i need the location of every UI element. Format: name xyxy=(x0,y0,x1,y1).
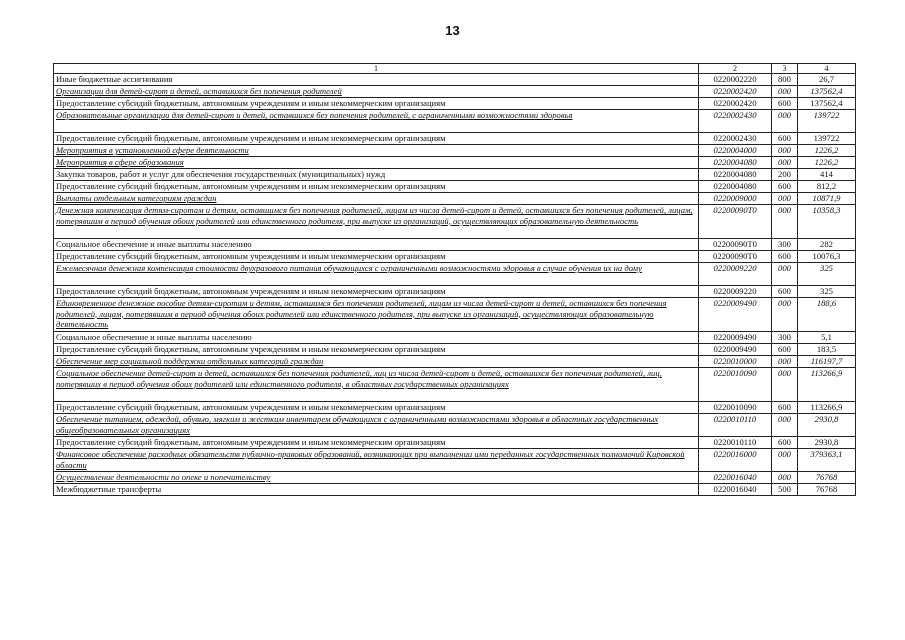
row-amount-cell: 26,7 xyxy=(798,74,856,86)
row-type-cell: 000 xyxy=(772,356,798,368)
row-code-cell: 0220016000 xyxy=(699,449,772,472)
row-amount-cell: 139722 xyxy=(798,110,856,133)
row-code-cell: 0220002420 xyxy=(699,98,772,110)
row-type-cell: 800 xyxy=(772,74,798,86)
table-row xyxy=(54,98,856,110)
row-code-cell: 0220009490 xyxy=(699,344,772,356)
row-amount-cell: 2930,8 xyxy=(798,437,856,449)
row-amount-cell: 76768 xyxy=(798,472,856,484)
budget-table xyxy=(53,63,856,496)
row-type-cell: 500 xyxy=(772,484,798,496)
row-code-cell: 0220009220 xyxy=(699,286,772,298)
row-name-cell: Социальное обеспечение и иные выплаты населению xyxy=(54,239,699,251)
row-amount-cell: 188,6 xyxy=(798,298,856,332)
table-row xyxy=(54,86,856,98)
row-amount-cell: 325 xyxy=(798,263,856,286)
row-name-cell: Предоставление субсидий бюджетным, автономным учреждениям и иным некоммерческим организациям xyxy=(54,133,699,145)
row-amount-cell: 379363,1 xyxy=(798,449,856,472)
row-type-cell: 600 xyxy=(772,251,798,263)
row-amount-cell: 139722 xyxy=(798,133,856,145)
row-type-cell: 000 xyxy=(772,193,798,205)
row-amount-cell: 137562,4 xyxy=(798,86,856,98)
table-row xyxy=(54,356,856,368)
row-amount-cell: 76768 xyxy=(798,484,856,496)
row-type-cell: 000 xyxy=(772,298,798,332)
table-row xyxy=(54,193,856,205)
table-row xyxy=(54,368,856,402)
row-amount-cell: 113266,9 xyxy=(798,368,856,402)
row-name-cell: Мероприятия в установленной сфере деятельности xyxy=(54,145,699,157)
table-row xyxy=(54,169,856,181)
header-col-2: 2 xyxy=(699,64,772,74)
table-row xyxy=(54,402,856,414)
row-name-cell: Мероприятия в сфере образования xyxy=(54,157,699,169)
row-code-cell: 0220002430 xyxy=(699,133,772,145)
row-amount-cell: 10871,9 xyxy=(798,193,856,205)
table-row xyxy=(54,205,856,239)
row-type-cell: 300 xyxy=(772,332,798,344)
row-amount-cell: 113266,9 xyxy=(798,402,856,414)
row-amount-cell: 10358,3 xyxy=(798,205,856,239)
row-code-cell: 02200090Т0 xyxy=(699,239,772,251)
table-row xyxy=(54,263,856,286)
row-code-cell: 0220004080 xyxy=(699,169,772,181)
row-name-cell: Выплаты отдельным категориям граждан xyxy=(54,193,699,205)
header-col-3: 3 xyxy=(772,64,798,74)
header-col-1: 1 xyxy=(54,64,699,74)
row-code-cell: 0220009220 xyxy=(699,263,772,286)
row-code-cell: 0220004000 xyxy=(699,145,772,157)
row-amount-cell: 10076,3 xyxy=(798,251,856,263)
table-row xyxy=(54,472,856,484)
table-row xyxy=(54,332,856,344)
row-type-cell: 000 xyxy=(772,263,798,286)
row-amount-cell: 2930,8 xyxy=(798,414,856,437)
row-name-cell: Осуществление деятельности по опеке и попечительству xyxy=(54,472,699,484)
row-name-cell: Социальное обеспечение и иные выплаты населению xyxy=(54,332,699,344)
row-name-cell: Обеспечение питанием, одеждой, обувью, мягким и жестким инвентарем обучающихся с ограниченными возможностями здоровья в областных государственных общеобразовательных организациях xyxy=(54,414,699,437)
row-name-cell: Образовательные организации для детей-сирот и детей, оставшихся без попечения родителей, с ограниченными возможностями здоровья xyxy=(54,110,699,133)
row-code-cell: 0220010000 xyxy=(699,356,772,368)
row-type-cell: 000 xyxy=(772,368,798,402)
row-amount-cell: 5,1 xyxy=(798,332,856,344)
row-type-cell: 000 xyxy=(772,414,798,437)
table-row xyxy=(54,239,856,251)
row-type-cell: 600 xyxy=(772,344,798,356)
row-amount-cell: 812,2 xyxy=(798,181,856,193)
page-number: 13 xyxy=(445,23,460,38)
row-code-cell: 0220010090 xyxy=(699,402,772,414)
row-code-cell: 0220009490 xyxy=(699,298,772,332)
table-row xyxy=(54,344,856,356)
table-row xyxy=(54,110,856,133)
table-header-row xyxy=(54,64,856,74)
row-name-cell: Закупка товаров, работ и услуг для обеспечения государственных (муниципальных) нужд xyxy=(54,169,699,181)
row-name-cell: Организации для детей-сирот и детей, оставшихся без попечения родителей xyxy=(54,86,699,98)
row-type-cell: 600 xyxy=(772,181,798,193)
row-type-cell: 000 xyxy=(772,86,798,98)
row-code-cell: 0220004080 xyxy=(699,157,772,169)
row-name-cell: Предоставление субсидий бюджетным, автономным учреждениям и иным некоммерческим организациям xyxy=(54,402,699,414)
row-code-cell: 0220010110 xyxy=(699,414,772,437)
row-code-cell: 0220009490 xyxy=(699,332,772,344)
row-name-cell: Предоставление субсидий бюджетным, автономным учреждениям и иным некоммерческим организациям xyxy=(54,286,699,298)
row-code-cell: 0220002430 xyxy=(699,110,772,133)
row-name-cell: Единовременное денежное пособие детям-сиротам и детям, оставшимся без попечения родителей, лицам из числа детей-сирот и детей, оставшихся без попечения родителей, лицам, потерявшим в период обучения обоих родителей или единственного родителя, при выпуске из организаций, осуществляющих образовательную деятельность xyxy=(54,298,699,332)
row-type-cell: 300 xyxy=(772,239,798,251)
row-name-cell: Денежная компенсация детям-сиротам и детям, оставшимся без попечения родителей, лицам из числа детей-сирот и детей, оставшихся без попечения родителей, лицам, потерявшим в период обучения обоих родителей или единственного родителя, при выпуске из организаций, осуществляющих образовательную деятельность xyxy=(54,205,699,239)
row-code-cell: 0220010110 xyxy=(699,437,772,449)
row-type-cell: 600 xyxy=(772,402,798,414)
row-type-cell: 000 xyxy=(772,145,798,157)
row-amount-cell: 414 xyxy=(798,169,856,181)
row-code-cell: 0220002420 xyxy=(699,86,772,98)
row-code-cell: 02200090Т0 xyxy=(699,205,772,239)
row-name-cell: Иные бюджетные ассигнования xyxy=(54,74,699,86)
row-amount-cell: 282 xyxy=(798,239,856,251)
row-code-cell: 0220009000 xyxy=(699,193,772,205)
row-name-cell: Обеспечение мер социальной поддержки отдельных категорий граждан xyxy=(54,356,699,368)
row-code-cell: 0220004080 xyxy=(699,181,772,193)
row-type-cell: 000 xyxy=(772,157,798,169)
row-name-cell: Финансовое обеспечение расходных обязательств публично-правовых образований, возникающих при выполнении ими переданных государственных полномочий Кировской области xyxy=(54,449,699,472)
row-name-cell: Ежемесячная денежная компенсация стоимости двухразового питания обучающихся с ограниченными возможностями здоровья в случае обучения их на дому xyxy=(54,263,699,286)
table-row xyxy=(54,484,856,496)
table-row xyxy=(54,74,856,86)
row-type-cell: 600 xyxy=(772,133,798,145)
row-type-cell: 000 xyxy=(772,205,798,239)
row-amount-cell: 183,5 xyxy=(798,344,856,356)
row-name-cell: Предоставление субсидий бюджетным, автономным учреждениям и иным некоммерческим организациям xyxy=(54,344,699,356)
table-row xyxy=(54,414,856,437)
row-name-cell: Предоставление субсидий бюджетным, автономным учреждениям и иным некоммерческим организациям xyxy=(54,437,699,449)
row-type-cell: 000 xyxy=(772,449,798,472)
row-type-cell: 000 xyxy=(772,472,798,484)
table-row xyxy=(54,251,856,263)
row-amount-cell: 116197,7 xyxy=(798,356,856,368)
table-row xyxy=(54,286,856,298)
table-row xyxy=(54,449,856,472)
table-row xyxy=(54,157,856,169)
row-amount-cell: 1226,2 xyxy=(798,157,856,169)
table-row xyxy=(54,298,856,332)
row-name-cell: Предоставление субсидий бюджетным, автономным учреждениям и иным некоммерческим организациям xyxy=(54,251,699,263)
row-amount-cell: 1226,2 xyxy=(798,145,856,157)
row-type-cell: 600 xyxy=(772,98,798,110)
table-row xyxy=(54,181,856,193)
row-name-cell: Социальное обеспечение детей-сирот и детей, оставшихся без попечения родителей, лиц из числа детей-сирот и детей, оставшихся без попечения родителей, лиц, потерявших в период обучения обоих родителей или единственного родителя, в областных государственных организациях xyxy=(54,368,699,402)
row-code-cell: 02200090Т0 xyxy=(699,251,772,263)
row-code-cell: 0220002220 xyxy=(699,74,772,86)
table-row xyxy=(54,145,856,157)
row-amount-cell: 325 xyxy=(798,286,856,298)
row-type-cell: 200 xyxy=(772,169,798,181)
row-name-cell: Предоставление субсидий бюджетным, автономным учреждениям и иным некоммерческим организациям xyxy=(54,98,699,110)
header-col-4: 4 xyxy=(798,64,856,74)
table-row xyxy=(54,133,856,145)
row-code-cell: 0220016040 xyxy=(699,472,772,484)
row-amount-cell: 137562,4 xyxy=(798,98,856,110)
row-name-cell: Межбюджетные трансферты xyxy=(54,484,699,496)
row-code-cell: 0220016040 xyxy=(699,484,772,496)
row-type-cell: 600 xyxy=(772,286,798,298)
row-type-cell: 600 xyxy=(772,437,798,449)
table-row xyxy=(54,437,856,449)
row-code-cell: 0220010090 xyxy=(699,368,772,402)
row-name-cell: Предоставление субсидий бюджетным, автономным учреждениям и иным некоммерческим организациям xyxy=(54,181,699,193)
row-type-cell: 000 xyxy=(772,110,798,133)
